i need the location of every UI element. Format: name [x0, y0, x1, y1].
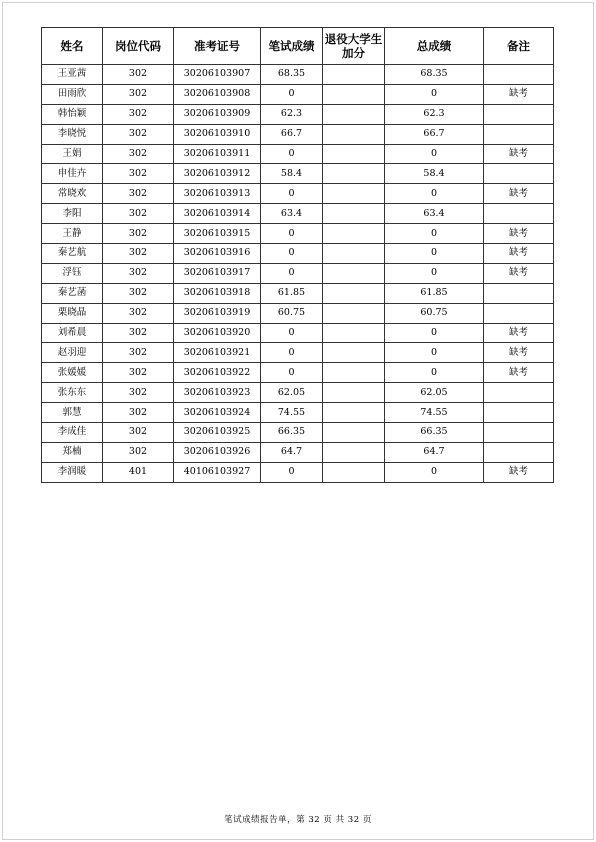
col-header-veteran-bonus: 退役大学生加分	[323, 28, 385, 65]
cell-veteran-bonus	[323, 363, 385, 383]
col-header-written-score: 笔试成绩	[261, 28, 323, 65]
cell-written-score: 0	[261, 462, 323, 482]
cell-name: 韩怡颖	[42, 104, 103, 124]
cell-position-code: 302	[103, 442, 174, 462]
cell-position-code: 302	[103, 363, 174, 383]
cell-exam-number: 30206103917	[174, 263, 261, 283]
table-row	[42, 442, 554, 462]
cell-name: 李成佳	[42, 423, 103, 443]
cell-total-score: 0	[385, 363, 484, 383]
cell-name: 李晓悦	[42, 124, 103, 144]
table-row	[42, 303, 554, 323]
cell-name: 浮钰	[42, 263, 103, 283]
cell-exam-number: 30206103919	[174, 303, 261, 323]
col-header-exam-number: 准考证号	[174, 28, 261, 65]
cell-position-code: 302	[103, 184, 174, 204]
cell-exam-number: 40106103927	[174, 462, 261, 482]
cell-position-code: 401	[103, 462, 174, 482]
cell-name: 王娟	[42, 144, 103, 164]
cell-veteran-bonus	[323, 423, 385, 443]
page-footer: 笔试成绩报告单，第 32 页 共 32 页	[224, 815, 372, 825]
cell-veteran-bonus	[323, 442, 385, 462]
cell-written-score: 68.35	[261, 65, 323, 85]
cell-veteran-bonus	[323, 244, 385, 264]
table-row	[42, 124, 554, 144]
cell-veteran-bonus	[323, 343, 385, 363]
cell-exam-number: 30206103911	[174, 144, 261, 164]
cell-written-score: 62.3	[261, 104, 323, 124]
table-row	[42, 283, 554, 303]
cell-exam-number: 30206103923	[174, 383, 261, 403]
cell-remarks	[484, 442, 554, 462]
table-row	[42, 462, 554, 482]
cell-veteran-bonus	[323, 224, 385, 244]
cell-written-score: 0	[261, 224, 323, 244]
table-row	[42, 65, 554, 85]
cell-total-score: 0	[385, 244, 484, 264]
cell-position-code: 302	[103, 204, 174, 224]
cell-exam-number: 30206103907	[174, 65, 261, 85]
cell-position-code: 302	[103, 65, 174, 85]
cell-name: 李润暖	[42, 462, 103, 482]
cell-remarks: 缺考	[484, 343, 554, 363]
cell-position-code: 302	[103, 323, 174, 343]
cell-total-score: 0	[385, 144, 484, 164]
cell-position-code: 302	[103, 403, 174, 423]
cell-veteran-bonus	[323, 204, 385, 224]
cell-remarks: 缺考	[484, 323, 554, 343]
cell-name: 张媛媛	[42, 363, 103, 383]
cell-position-code: 302	[103, 84, 174, 104]
cell-written-score: 62.05	[261, 383, 323, 403]
cell-written-score: 0	[261, 184, 323, 204]
cell-exam-number: 30206103909	[174, 104, 261, 124]
table-row	[42, 244, 554, 264]
cell-written-score: 0	[261, 84, 323, 104]
cell-position-code: 302	[103, 104, 174, 124]
cell-exam-number: 30206103908	[174, 84, 261, 104]
col-header-total-score: 总成绩	[385, 28, 484, 65]
cell-total-score: 0	[385, 184, 484, 204]
cell-written-score: 66.35	[261, 423, 323, 443]
cell-total-score: 0	[385, 263, 484, 283]
table-row	[42, 323, 554, 343]
table-header	[42, 28, 554, 65]
cell-name: 赵羽迎	[42, 343, 103, 363]
cell-total-score: 58.4	[385, 164, 484, 184]
cell-written-score: 0	[261, 363, 323, 383]
cell-written-score: 63.4	[261, 204, 323, 224]
table-row	[42, 184, 554, 204]
cell-exam-number: 30206103912	[174, 164, 261, 184]
cell-remarks: 缺考	[484, 224, 554, 244]
cell-total-score: 0	[385, 343, 484, 363]
cell-name: 王静	[42, 224, 103, 244]
cell-veteran-bonus	[323, 104, 385, 124]
cell-exam-number: 30206103916	[174, 244, 261, 264]
cell-written-score: 0	[261, 343, 323, 363]
cell-exam-number: 30206103924	[174, 403, 261, 423]
cell-total-score: 61.85	[385, 283, 484, 303]
cell-veteran-bonus	[323, 84, 385, 104]
cell-remarks	[484, 403, 554, 423]
score-table	[41, 27, 554, 483]
cell-veteran-bonus	[323, 462, 385, 482]
table-row	[42, 423, 554, 443]
col-header-remarks: 备注	[484, 28, 554, 65]
cell-total-score: 0	[385, 462, 484, 482]
cell-total-score: 0	[385, 224, 484, 244]
cell-name: 田雨欣	[42, 84, 103, 104]
table-row	[42, 263, 554, 283]
cell-total-score: 60.75	[385, 303, 484, 323]
cell-name: 王亚茜	[42, 65, 103, 85]
cell-exam-number: 30206103915	[174, 224, 261, 244]
cell-written-score: 61.85	[261, 283, 323, 303]
table-row	[42, 403, 554, 423]
cell-exam-number: 30206103921	[174, 343, 261, 363]
cell-veteran-bonus	[323, 144, 385, 164]
cell-name: 刘希晨	[42, 323, 103, 343]
table-row	[42, 343, 554, 363]
cell-name: 张东东	[42, 383, 103, 403]
cell-exam-number: 30206103918	[174, 283, 261, 303]
cell-remarks: 缺考	[484, 244, 554, 264]
cell-written-score: 64.7	[261, 442, 323, 462]
cell-name: 申佳卉	[42, 164, 103, 184]
cell-exam-number: 30206103926	[174, 442, 261, 462]
cell-veteran-bonus	[323, 283, 385, 303]
cell-veteran-bonus	[323, 303, 385, 323]
cell-veteran-bonus	[323, 403, 385, 423]
cell-remarks	[484, 423, 554, 443]
cell-total-score: 66.35	[385, 423, 484, 443]
cell-total-score: 0	[385, 323, 484, 343]
cell-exam-number: 30206103922	[174, 363, 261, 383]
col-header-position-code: 岗位代码	[103, 28, 174, 65]
cell-remarks	[484, 104, 554, 124]
cell-veteran-bonus	[323, 184, 385, 204]
cell-total-score: 74.55	[385, 403, 484, 423]
cell-veteran-bonus	[323, 263, 385, 283]
cell-position-code: 302	[103, 423, 174, 443]
table-row	[42, 164, 554, 184]
table-row	[42, 363, 554, 383]
cell-position-code: 302	[103, 144, 174, 164]
cell-written-score: 66.7	[261, 124, 323, 144]
cell-written-score: 0	[261, 144, 323, 164]
table-row	[42, 383, 554, 403]
cell-position-code: 302	[103, 263, 174, 283]
cell-exam-number: 30206103910	[174, 124, 261, 144]
cell-total-score: 0	[385, 84, 484, 104]
cell-total-score: 62.05	[385, 383, 484, 403]
table-row	[42, 104, 554, 124]
cell-exam-number: 30206103920	[174, 323, 261, 343]
cell-position-code: 302	[103, 164, 174, 184]
cell-name: 栗晓晶	[42, 303, 103, 323]
cell-name: 常晓欢	[42, 184, 103, 204]
cell-remarks: 缺考	[484, 144, 554, 164]
cell-veteran-bonus	[323, 323, 385, 343]
cell-name: 秦艺菡	[42, 283, 103, 303]
cell-name: 郭慧	[42, 403, 103, 423]
cell-name: 秦艺航	[42, 244, 103, 264]
cell-exam-number: 30206103925	[174, 423, 261, 443]
cell-written-score: 0	[261, 244, 323, 264]
cell-remarks	[484, 204, 554, 224]
cell-written-score: 0	[261, 263, 323, 283]
cell-total-score: 64.7	[385, 442, 484, 462]
table-row	[42, 224, 554, 244]
table-row	[42, 144, 554, 164]
cell-total-score: 63.4	[385, 204, 484, 224]
cell-remarks	[484, 164, 554, 184]
cell-written-score: 74.55	[261, 403, 323, 423]
table-row	[42, 204, 554, 224]
cell-position-code: 302	[103, 283, 174, 303]
cell-position-code: 302	[103, 224, 174, 244]
cell-exam-number: 30206103914	[174, 204, 261, 224]
cell-position-code: 302	[103, 124, 174, 144]
cell-written-score: 58.4	[261, 164, 323, 184]
cell-remarks	[484, 65, 554, 85]
table-body	[42, 65, 554, 483]
cell-remarks: 缺考	[484, 363, 554, 383]
cell-name: 李阳	[42, 204, 103, 224]
cell-total-score: 68.35	[385, 65, 484, 85]
cell-remarks: 缺考	[484, 462, 554, 482]
cell-position-code: 302	[103, 303, 174, 323]
cell-remarks	[484, 383, 554, 403]
cell-position-code: 302	[103, 244, 174, 264]
cell-veteran-bonus	[323, 383, 385, 403]
cell-veteran-bonus	[323, 164, 385, 184]
table-row	[42, 84, 554, 104]
cell-name: 郑楠	[42, 442, 103, 462]
cell-exam-number: 30206103913	[174, 184, 261, 204]
cell-remarks: 缺考	[484, 263, 554, 283]
cell-remarks	[484, 124, 554, 144]
cell-remarks: 缺考	[484, 184, 554, 204]
cell-veteran-bonus	[323, 124, 385, 144]
cell-remarks: 缺考	[484, 84, 554, 104]
col-header-name: 姓名	[42, 28, 103, 65]
cell-written-score: 0	[261, 323, 323, 343]
cell-position-code: 302	[103, 383, 174, 403]
cell-position-code: 302	[103, 343, 174, 363]
cell-total-score: 66.7	[385, 124, 484, 144]
cell-veteran-bonus	[323, 65, 385, 85]
cell-remarks	[484, 283, 554, 303]
cell-written-score: 60.75	[261, 303, 323, 323]
cell-remarks	[484, 303, 554, 323]
cell-total-score: 62.3	[385, 104, 484, 124]
